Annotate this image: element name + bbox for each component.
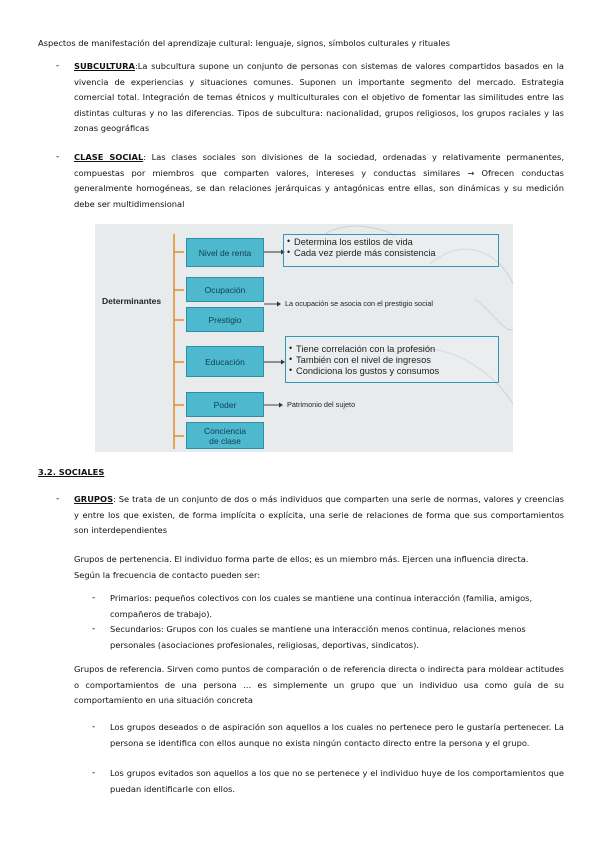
clase-social-paragraph — [74, 150, 564, 212]
note-educacion-2: • También con el nivel de ingresos — [296, 355, 492, 366]
note-educacion-3: • Condiciona los gustos y consumos — [296, 366, 492, 377]
primarios-dash: - — [92, 593, 96, 603]
pertenencia-line2: Según la frecuencia de contacto pueden ser: — [74, 569, 260, 580]
grupos-text: Se trata de un conjunto de dos o más individuos que comparten una serie de normas, valores y creencias y entre los que existen, de forma implícita o explícita, una serie de relaciones de forma que sus comportamientos son interdependientes — [74, 494, 564, 535]
note-ocupacion: La ocupación se asocia con el prestigio social — [285, 299, 434, 308]
clase-social-colon: : — [143, 152, 147, 162]
subcultura-dash: - — [56, 61, 60, 71]
diagram-root: Determinantes — [102, 296, 162, 306]
secundarios-line2: personales (asociaciones profesionales, religiosas, deportivas, sindicatos). — [110, 639, 419, 650]
subcultura-paragraph — [74, 59, 564, 137]
decor-arc-3 — [475, 299, 513, 330]
note-poder: Patrimonio del sujeto — [287, 400, 356, 409]
clase-social-term: CLASE SOCIAL — [74, 152, 144, 162]
subcultura-term: SUBCULTURA — [74, 61, 135, 71]
deseados-item: Los grupos deseados o de aspiración son aquellos a los cuales no pertenece pero le gustaría pertenecer. La persona se identifica con ellos aunque no exista ningún contacto directo entre la persona y el grupo. — [110, 722, 564, 748]
primarios-line2: compañeros de trabajo). — [110, 608, 213, 619]
section-title: 3.2. SOCIALES — [38, 467, 105, 477]
note-educacion — [285, 336, 499, 383]
pertenencia-paragraph — [74, 552, 574, 583]
note-renta-1: • Determina los estilos de vida — [294, 237, 492, 248]
deseados-dash: - — [92, 722, 96, 732]
secundarios-item — [110, 622, 580, 653]
referencia-paragraph: Grupos de referencia. Sirven como puntos de comparación o de referencia directa o indirecta para moldear actitudes o comportamientos de una persona … es simplemente un grupo que un individuo usa como guía de su comportamiento en una situación concreta — [74, 664, 564, 705]
grupos-dash: - — [56, 494, 60, 504]
heading: Aspectos de manifestación del aprendizaje cultural: lenguaje, signos, símbolos culturales y rituales — [38, 38, 450, 48]
clase-social-dash: - — [56, 152, 60, 162]
note-renta-2: • Cada vez pierde más consistencia — [294, 248, 492, 259]
grupos-colon: : — [113, 494, 116, 504]
determinantes-diagram — [95, 224, 513, 452]
box-nivel-renta: Nivel de renta — [186, 238, 264, 267]
secundarios-line1: Secundarios: Grupos con los cuales se mantiene una interacción menos continua, relaciones menos — [110, 624, 526, 634]
clase-social-text: Las clases sociales son divisiones de la sociedad, ordenadas y relativamente permanentes, compuestas por miembros que comparten valores, intereses y conductas similares → Ofrecen conductas generalmente homogéneas, se dan relaciones jerárquicas y antagónicas entre ellas, son dinámicas y su medición debe ser multidimensional — [74, 152, 564, 209]
evitados-item: Los grupos evitados son aquellos a los que no se pertenece y el individuo huye de los comportamientos que puedan identificarle con ellos. — [110, 768, 564, 794]
primarios-line1: Primarios: pequeños colectivos con los cuales se mantiene una continua interacción (familia, amigos, — [110, 593, 533, 603]
primarios-item — [110, 591, 580, 622]
secundarios-dash: - — [92, 624, 96, 634]
box-poder: Poder — [186, 392, 264, 417]
note-educacion-1: • Tiene correlación con la profesión — [296, 344, 492, 355]
box-conciencia-line1: Conciencia — [203, 425, 247, 436]
box-prestigio: Prestigio — [186, 307, 264, 332]
pertenencia-line1: Grupos de pertenencia. El individuo forma parte de ellos; es un miembro más. Ejercen una influencia directa. — [74, 554, 529, 564]
evitados-dash: - — [92, 768, 96, 778]
subcultura-colon: : — [134, 61, 138, 71]
box-conciencia-clase — [186, 422, 264, 449]
note-renta — [283, 234, 499, 267]
grupos-term: GRUPOS — [74, 494, 114, 504]
box-ocupacion: Ocupación — [186, 277, 264, 302]
grupos-paragraph — [74, 492, 564, 539]
subcultura-text: La subcultura supone un conjunto de personas con sistemas de valores compartidos basados en la vivencia de experiencias y situaciones comunes. Suponen un importante segmento del mercado. Estrategia comercial total. Integración de temas étnicos y multiculturales con el objetivo de fomentar las similitudes entre las distintas culturas y no las diferencias. Tipos de subcultura: nacionalidad, grupos religiosos, los grupos raciales y las zonas geográficas — [74, 61, 564, 133]
box-educacion: Educación — [186, 346, 264, 377]
box-conciencia-line2: de clase — [209, 435, 241, 446]
